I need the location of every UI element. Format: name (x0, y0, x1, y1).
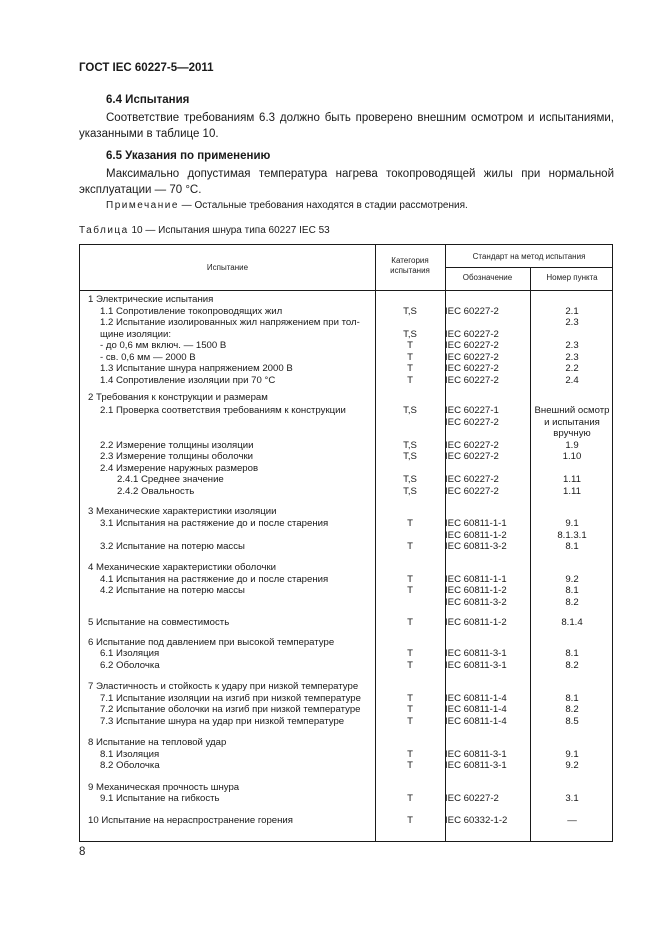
table-row (80, 392, 614, 404)
cell-test: 6 Испытание под давлением при высокой температуре (88, 636, 335, 648)
note (106, 200, 468, 211)
note-label: Примечание (106, 200, 179, 211)
cell-designation: IEC 60227-2 (445, 451, 499, 462)
table-row (80, 306, 614, 318)
cell-test: 4 Механические характеристики оболочки (88, 562, 277, 573)
table-row (80, 340, 614, 352)
cell-category: T (407, 748, 413, 760)
table-row (80, 693, 614, 705)
table-row (80, 530, 614, 542)
cell-designation: IEC 60811-1-4 (445, 715, 507, 727)
cell-category: T,S (403, 305, 417, 317)
table-row (80, 681, 614, 693)
table-row (80, 660, 614, 672)
cell-designation: IEC 60227-2 (445, 374, 499, 386)
cell-test: 10 Испытание на нераспространение горения (88, 815, 293, 826)
cell-clause: 1.11 (563, 474, 581, 485)
cell-designation: IEC 60332-1-2 (445, 815, 508, 826)
header-clause: Номер пункта (546, 273, 598, 282)
cell-clause: 8.2 (565, 596, 579, 608)
header-test: Испытание (206, 263, 249, 272)
cell-test: 1.4 Сопротивление изоляции при 70 °С (100, 374, 276, 386)
table-row (80, 716, 614, 728)
cell-clause: 1.9 (565, 439, 579, 451)
cell-category: T (407, 518, 413, 529)
cell-category: T,S (403, 439, 417, 451)
cell-clause: — (567, 815, 577, 826)
cell-category: T (407, 659, 413, 671)
cell-clause: 8.1 (565, 692, 579, 704)
cell-test: 9.1 Испытание на гибкость (100, 793, 220, 804)
note-text: — Остальные требования находятся в стадии рассмотрения. (181, 200, 468, 211)
table-row (80, 637, 614, 649)
table-row (80, 428, 614, 440)
table-row (80, 486, 614, 498)
cell-clause: 9.1 (565, 518, 579, 529)
cell-category: T (407, 616, 413, 628)
table-row (80, 617, 614, 629)
table-row (80, 518, 614, 530)
cell-designation: IEC 60811-1-2 (445, 585, 507, 596)
cell-test: 5 Испытание на совместимость (88, 616, 230, 628)
cell-designation: IEC 60227-2 (445, 416, 499, 428)
table-row (80, 375, 614, 387)
table-row (80, 749, 614, 761)
cell-test: 6.1 Изоляция (100, 648, 160, 659)
cell-test: 3 Механические характеристики изоляции (88, 506, 277, 517)
cell-clause: 9.1 (565, 748, 579, 760)
cell-clause: 1.10 (562, 451, 582, 462)
cell-clause: 2.1 (565, 305, 579, 317)
cell-test: 1.1 Сопротивление токопроводящих жил (100, 305, 283, 317)
test-table (79, 244, 613, 842)
cell-test: 2.4 Измерение наружных размеров (100, 462, 259, 474)
cell-category: T (407, 793, 413, 804)
cell-clause: 8.1 (565, 585, 579, 596)
table-row (80, 574, 614, 586)
cell-test: щине изоляции: (100, 328, 171, 340)
cell-test: 1 Электрические испытания (88, 294, 214, 305)
cell-category: T (407, 340, 413, 351)
cell-test: 1.2 Испытание изолированных жил напряжением при тол- (100, 317, 360, 328)
cell-clause: 8.1 (565, 541, 579, 552)
cell-test: - до 0,6 мм включ. — 1500 В (100, 340, 227, 351)
cell-designation: IEC 60811-3-2 (445, 541, 507, 552)
table-row (80, 463, 614, 475)
table-caption-label: Таблица (79, 225, 129, 236)
cell-test: 8.2 Оболочка (100, 760, 160, 771)
cell-category: T (407, 815, 413, 826)
cell-designation: IEC 60227-2 (445, 439, 499, 451)
cell-designation: IEC 60811-1-1 (445, 518, 507, 529)
cell-clause: 9.2 (565, 760, 579, 771)
table-header-divider (80, 290, 612, 291)
cell-clause: вручную (553, 428, 591, 439)
cell-designation: IEC 60811-3-1 (445, 760, 507, 771)
cell-test: 7.3 Испытание шнура на удар при низкой температуре (100, 715, 345, 727)
table-row (80, 815, 614, 827)
section-text-6-5: Максимально допустимая температура нагрева токопроводящей жилы при нормальной эксплуатации — 70 °С. (79, 168, 614, 196)
cell-category: T (407, 351, 413, 363)
cell-test: 9 Механическая прочность шнура (88, 781, 240, 793)
table-row (80, 793, 614, 805)
cell-designation: IEC 60227-2 (445, 485, 499, 497)
cell-clause: 2.3 (565, 351, 579, 363)
header-standard-group: Стандарт на метод испытания (472, 252, 586, 261)
page-number: 8 (79, 846, 86, 858)
cell-designation: IEC 60811-1-2 (445, 529, 507, 541)
cell-clause: 8.1 (565, 648, 579, 659)
table-caption-text: 10 — Испытания шнура типа 60227 IEC 53 (131, 225, 330, 236)
cell-test: 2.4.2 Овальность (117, 485, 195, 497)
header-category: Категория испытания (390, 256, 430, 275)
table-row (80, 474, 614, 486)
cell-test: 8 Испытание на тепловой удар (88, 737, 227, 748)
document-header: ГОСТ IEC 60227-5—2011 (79, 62, 214, 74)
cell-clause: 8.2 (565, 659, 579, 671)
cell-clause: 8.1.3.1 (557, 529, 587, 541)
cell-designation: IEC 60811-1-2 (445, 616, 507, 628)
cell-test: 2.4.1 Среднее значение (117, 474, 224, 485)
table-row (80, 597, 614, 609)
table-row (80, 760, 614, 772)
cell-clause: 9.2 (565, 573, 579, 585)
table-hline (445, 267, 613, 268)
cell-category: T (407, 585, 413, 596)
cell-clause: 8.1.4 (561, 616, 583, 628)
table-row (80, 352, 614, 364)
cell-clause: 8.2 (565, 704, 579, 715)
table-row (80, 541, 614, 553)
cell-clause: Внешний осмотр (534, 405, 610, 416)
cell-test: 6.2 Оболочка (100, 659, 160, 671)
header-designation: Обозначение (462, 273, 513, 282)
cell-category: T,S (403, 405, 417, 416)
cell-clause: 3.1 (565, 793, 579, 804)
cell-test: 2.1 Проверка соответствия требованиям к конструкции (100, 405, 346, 416)
cell-category: T,S (403, 451, 417, 462)
table-row (80, 451, 614, 463)
section-title-6-5: 6.5 Указания по применению (106, 150, 271, 162)
cell-test: 2.3 Измерение толщины оболочки (100, 451, 254, 462)
cell-category: T (407, 715, 413, 727)
cell-designation: IEC 60811-3-2 (445, 596, 507, 608)
table-row (80, 782, 614, 794)
cell-designation: IEC 60227-2 (445, 363, 499, 374)
cell-designation: IEC 60227-2 (445, 793, 499, 804)
cell-test: 1.3 Испытание шнура напряжением 2000 В (100, 363, 293, 374)
cell-test: 3.1 Испытания на растяжение до и после старения (100, 518, 329, 529)
cell-clause: 2.2 (565, 363, 579, 374)
cell-category: T (407, 648, 413, 659)
cell-clause: 2.4 (565, 374, 579, 386)
cell-test: 8.1 Изоляция (100, 748, 160, 760)
cell-test: 7.2 Испытание оболочки на изгиб при низкой температуре (100, 704, 361, 715)
cell-clause: 2.3 (565, 340, 579, 351)
cell-designation: IEC 60811-1-1 (445, 573, 507, 585)
table-caption (79, 225, 330, 236)
cell-category: T,S (403, 474, 417, 485)
cell-designation: IEC 60811-1-4 (445, 704, 507, 715)
cell-clause: 8.5 (565, 715, 579, 727)
cell-category: T (407, 541, 413, 552)
cell-test: 2.2 Измерение толщины изоляции (100, 439, 254, 451)
cell-test: - св. 0,6 мм — 2000 В (100, 351, 196, 363)
cell-test: 7.1 Испытание изоляции на изгиб при низкой температуре (100, 692, 361, 704)
table-row (80, 506, 614, 518)
cell-category: T,S (403, 328, 417, 340)
cell-clause: и испытания (544, 416, 600, 428)
cell-category: T (407, 573, 413, 585)
cell-designation: IEC 60811-1-4 (445, 692, 507, 704)
cell-designation: IEC 60227-2 (445, 351, 499, 363)
cell-designation: IEC 60227-2 (445, 328, 499, 340)
table-row (80, 294, 614, 306)
table-row (80, 704, 614, 716)
cell-category: T (407, 363, 413, 374)
cell-designation: IEC 60811-3-1 (445, 648, 507, 659)
cell-designation: IEC 60811-3-1 (445, 748, 507, 760)
cell-designation: IEC 60811-3-1 (445, 659, 507, 671)
table-row (80, 737, 614, 749)
cell-designation: IEC 60227-2 (445, 340, 499, 351)
cell-test: 4.1 Испытания на растяжение до и после старения (100, 573, 329, 585)
cell-designation: IEC 60227-2 (445, 474, 499, 485)
cell-designation: IEC 60227-1 (445, 405, 499, 416)
section-title-6-4: 6.4 Испытания (106, 94, 190, 106)
table-row (80, 585, 614, 597)
cell-category: T,S (403, 485, 417, 497)
cell-category: T (407, 760, 413, 771)
cell-test: 3.2 Испытание на потерю массы (100, 541, 245, 552)
table-row (80, 317, 614, 329)
table-row (80, 440, 614, 452)
section-text-6-4: Соответствие требованиям 6.3 должно быть проверено внешним осмотром и испытаниями, указанными в таблице 10. (79, 112, 614, 140)
cell-clause: 1.11 (563, 485, 581, 497)
cell-category: T (407, 374, 413, 386)
table-row (80, 417, 614, 429)
table-row (80, 648, 614, 660)
table-row (80, 363, 614, 375)
cell-test: 2 Требования к конструкции и размерам (88, 392, 268, 403)
cell-test: 7 Эластичность и стойкость к удару при низкой температуре (88, 681, 359, 692)
cell-category: T (407, 704, 413, 715)
cell-category: T (407, 692, 413, 704)
cell-test: 4.2 Испытание на потерю массы (100, 585, 245, 596)
cell-designation: IEC 60227-2 (445, 305, 499, 317)
cell-clause: 2.3 (565, 317, 579, 328)
table-row (80, 405, 614, 417)
table-row (80, 329, 614, 341)
table-row (80, 562, 614, 574)
